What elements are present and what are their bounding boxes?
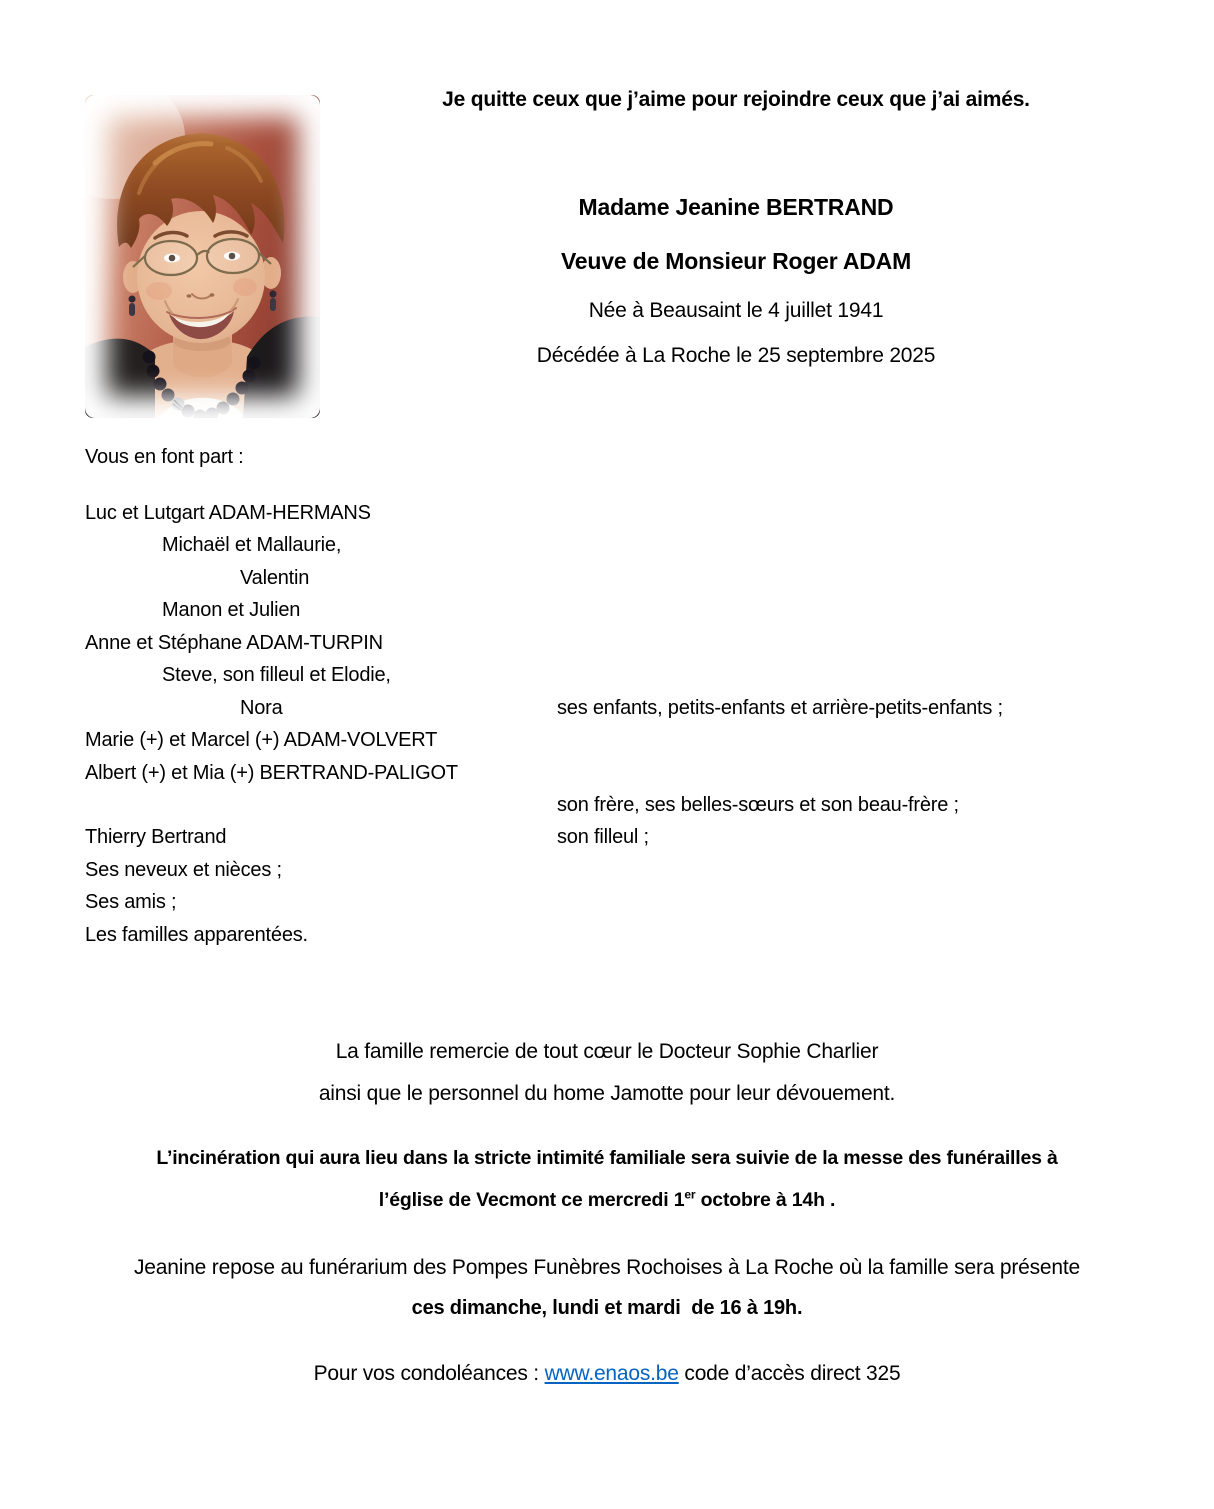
ceremony-line-2: [0, 1189, 1214, 1212]
relation-label: son frère, ses belles-sœurs et son beau-frère ;: [557, 793, 959, 816]
condolences-line: [0, 1362, 1214, 1386]
thanks-text-2: ainsi que le personnel du home Jamotte pour leur dévouement.: [318, 1082, 896, 1105]
family-row: [85, 627, 1165, 659]
family-member: Ses amis ;: [85, 891, 177, 914]
ceremony-date-suffix: octobre à 14h .: [695, 1189, 836, 1211]
family-row: [85, 757, 1165, 789]
death-line: Décédée à La Roche le 25 septembre 2025: [536, 344, 936, 367]
thanks-text-1: La famille remercie de tout cœur le Docteur Sophie Charlier: [335, 1040, 879, 1063]
ceremony-line-1: [0, 1147, 1214, 1170]
thanks-line-1: [0, 1040, 1214, 1064]
relation-label: son filleul ;: [557, 826, 649, 849]
portrait-illustration: [85, 95, 320, 418]
family-member: Manon et Julien: [162, 599, 301, 622]
portrait-photo: [85, 95, 320, 418]
ceremony-date-prefix: l’église de Vecmont ce mercredi 1: [378, 1189, 685, 1211]
family-member: Les familles apparentées.: [85, 923, 308, 946]
family-row: [85, 789, 1165, 821]
epigraph: Je quitte ceux que j’aime pour rejoindre ceux que j’ai aimés.: [442, 88, 1030, 111]
family-row: [85, 854, 1165, 886]
family-member: Luc et Lutgart ADAM-HERMANS: [85, 502, 371, 524]
family-member: Valentin: [240, 566, 310, 589]
repose-line-2: [0, 1297, 1214, 1320]
family-row: [85, 594, 1165, 626]
condolences-link[interactable]: www.enaos.be: [544, 1362, 679, 1385]
family-member: Anne et Stéphane ADAM-TURPIN: [85, 631, 383, 654]
family-row: [85, 497, 1165, 529]
family-list: [85, 497, 1165, 951]
condolences-prefix: Pour vos condoléances :: [313, 1362, 545, 1385]
widow-line: Veuve de Monsieur Roger ADAM: [560, 248, 912, 274]
family-member: Thierry Bertrand: [85, 826, 227, 849]
family-member: Marie (+) et Marcel (+) ADAM-VOLVERT: [85, 729, 438, 752]
repose-line-1: [0, 1256, 1214, 1280]
ceremony-text-2: [379, 1189, 835, 1212]
family-row: [85, 659, 1165, 691]
relation-label: ses enfants, petits-enfants et arrière-petits-enfants ;: [557, 696, 1003, 719]
family-member: Nora: [240, 696, 283, 719]
family-row: [85, 692, 1165, 724]
ordinal-superscript: er: [684, 1187, 696, 1202]
ceremony-text-1: L’incinération qui aura lieu dans la stricte intimité familiale sera suivie de la messe des funérailles à: [156, 1147, 1058, 1169]
family-row: [85, 821, 1165, 853]
family-row: [85, 886, 1165, 918]
birth-line: Née à Beausaint le 4 juillet 1941: [588, 299, 884, 322]
announcement-intro: Vous en font part :: [85, 446, 244, 468]
repose-text-2: ces dimanche, lundi et mardi de 16 à 19h.: [411, 1297, 803, 1319]
family-member: Albert (+) et Mia (+) BERTRAND-PALIGOT: [85, 761, 458, 784]
condolences-suffix: code d’accès direct 325: [678, 1362, 901, 1385]
family-row: [85, 562, 1165, 594]
repose-text-1: Jeanine repose au funérarium des Pompes Funèbres Rochoises à La Roche où la famille sera présente: [134, 1256, 1080, 1279]
family-row: [85, 919, 1165, 951]
family-member: Ses neveux et nièces ;: [85, 858, 282, 881]
family-row: [85, 724, 1165, 756]
thanks-line-2: [0, 1082, 1214, 1106]
deceased-name: Madame Jeanine BERTRAND: [578, 194, 894, 220]
family-member: Michaël et Mallaurie,: [162, 534, 342, 557]
family-row: [85, 529, 1165, 561]
family-member: Steve, son filleul et Elodie,: [162, 664, 391, 687]
